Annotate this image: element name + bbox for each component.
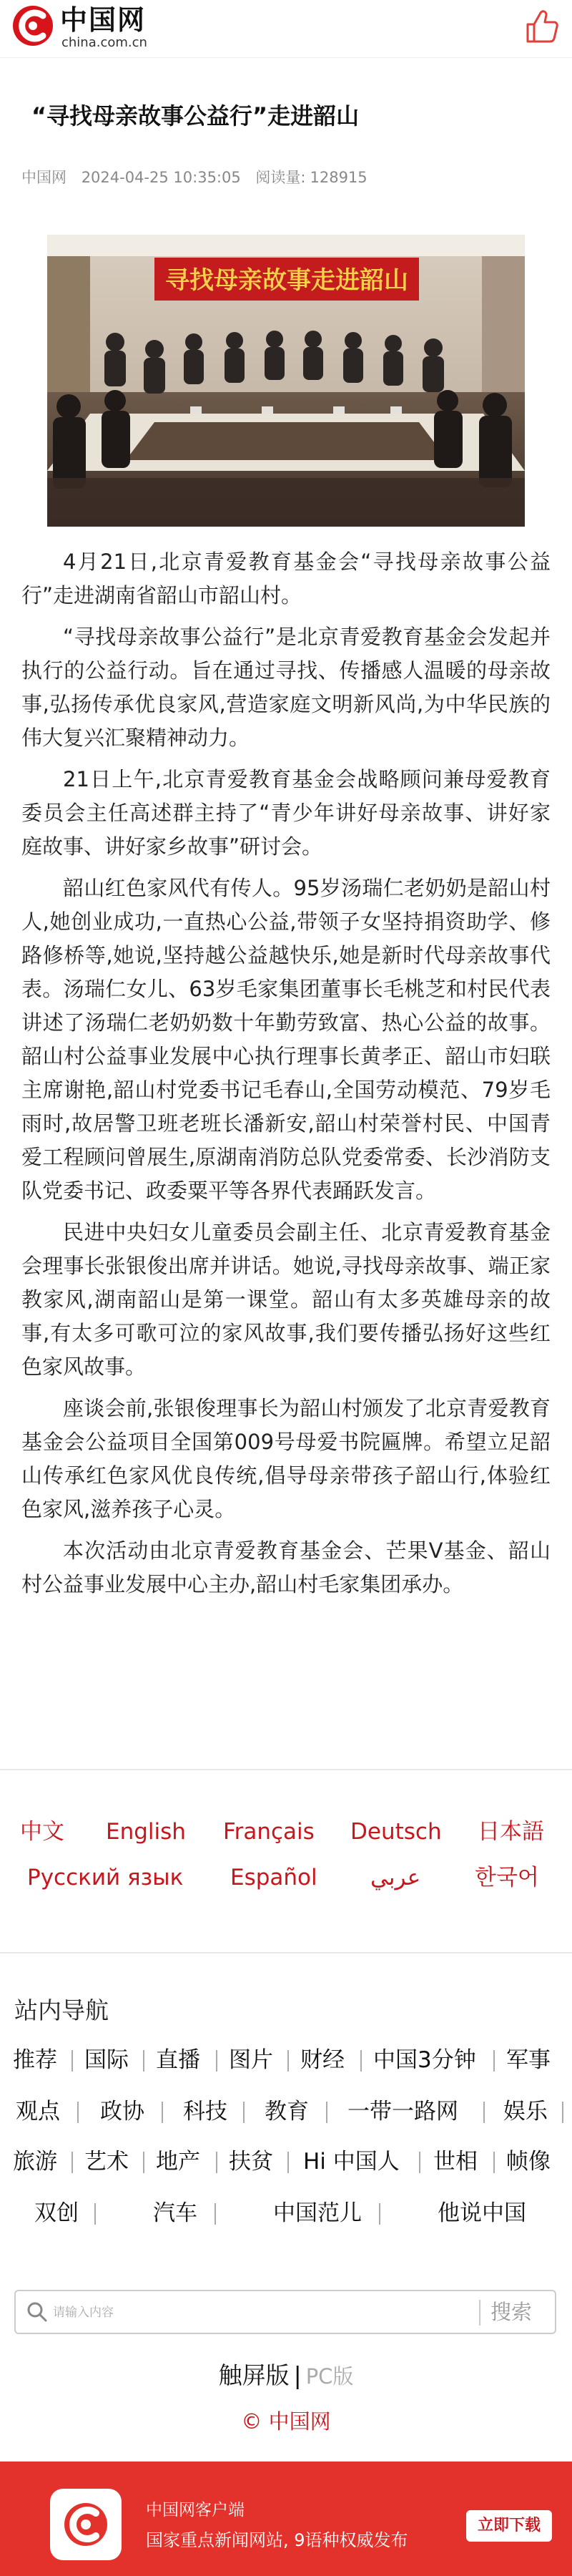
nav-link[interactable]: 财经 bbox=[300, 2047, 345, 2073]
article-paragraph: 韶山红色家风代有传人。95岁汤瑞仁老奶奶是韶山村人,她创业成功,一直热心公益,带领子女坚持捐资助学、修路修桥等,她说,坚持越公益越快乐,她是新时代母亲故事代表。汤瑞仁女儿、63岁毛家集团董事长毛桃芝和村民代表讲述了汤瑞仁老奶奶数十年勤劳致富、热心公益的故事。韶山村公益事业发展中心执行理事长黄孝正、韶山市妇联主席谢艳,韶山村党委书记毛春山,全国劳动模范、79岁毛雨时,故居警卫班老班长潘新安,韶山村荣誉村民、中国青爱工程顾问曾展生,原湖南消防总队党委常委、长沙消防支队党委书记、政委粟平等各界代表踊跃发言。 bbox=[21, 876, 551, 1203]
nav-separator bbox=[143, 2050, 144, 2072]
nav-link[interactable]: 艺术 bbox=[84, 2149, 129, 2175]
nav-link[interactable]: 地产 bbox=[156, 2149, 200, 2175]
nav-row bbox=[0, 2197, 572, 2231]
lang-link-russian[interactable]: Русский язык bbox=[27, 1865, 184, 1890]
article-paragraph: 座谈会前,张银俊理事长为韶山村颁发了北京青爱教育基金会公益项目全国第009号母爱书院匾牌。希望立足韶山传承红色家风优良传统,倡导母亲带孩子韶山行,体验红色家风,滋养孩子心灵。 bbox=[21, 1396, 551, 1521]
nav-separator bbox=[77, 2102, 79, 2123]
article-paragraph: 民进中央妇女儿童委员会副主任、北京青爱教育基金会理事长张银俊出席并讲话。她说,寻找母亲故事、端正家教家风,湖南韶山是第一课堂。韶山有太多英雄母亲的故事,有太多可歌可泣的家风故事,我们要传播弘扬好这些红色家风故事。 bbox=[21, 1220, 551, 1379]
lang-link-spanish[interactable]: Español bbox=[230, 1865, 317, 1890]
article-datetime: 2024-04-25 10:35:05 bbox=[81, 169, 241, 186]
lang-link-french[interactable]: Français bbox=[223, 1819, 315, 1845]
nav-link[interactable]: 直播 bbox=[156, 2047, 200, 2073]
nav-link[interactable]: 娱乐 bbox=[503, 2099, 548, 2124]
logo-text-cn: 中国网 bbox=[60, 4, 147, 36]
site-nav-title: 站内导航 bbox=[14, 1996, 109, 2024]
nav-separator bbox=[216, 2050, 217, 2072]
touch-version-link[interactable]: 触屏版 bbox=[218, 2361, 290, 2389]
nav-link[interactable]: 扶贫 bbox=[229, 2149, 273, 2175]
search-bar bbox=[14, 2290, 556, 2334]
nav-row bbox=[0, 2145, 572, 2180]
nav-separator bbox=[360, 2050, 362, 2072]
nav-link[interactable]: 旅游 bbox=[13, 2149, 57, 2175]
app-name: 中国网客户端 bbox=[146, 2501, 245, 2519]
nav-separator bbox=[214, 2203, 216, 2225]
header-divider bbox=[0, 57, 572, 58]
nav-link[interactable]: 科技 bbox=[183, 2099, 227, 2124]
read-label: 阅读量: bbox=[255, 169, 306, 186]
search-divider bbox=[479, 2300, 480, 2326]
nav-separator bbox=[419, 2152, 420, 2173]
nav-link[interactable]: 推荐 bbox=[13, 2047, 57, 2073]
lang-link-arabic[interactable]: عربي bbox=[370, 1865, 421, 1890]
china-net-logo-icon bbox=[11, 4, 54, 47]
nav-separator bbox=[94, 2203, 96, 2225]
nav-separator bbox=[72, 2050, 73, 2072]
section-divider bbox=[0, 1769, 572, 1770]
article-title: “寻找母亲故事公益行”走进韶山 bbox=[31, 102, 360, 130]
nav-row bbox=[0, 2095, 572, 2129]
read-value: 128915 bbox=[310, 169, 368, 186]
lang-link-english[interactable]: English bbox=[106, 1819, 186, 1845]
nav-link[interactable]: 帧像 bbox=[506, 2149, 551, 2175]
lang-link-chinese[interactable]: 中文 bbox=[20, 1819, 64, 1845]
app-description: 国家重点新闻网站, 9语种权威发布 bbox=[146, 2530, 408, 2550]
nav-separator bbox=[143, 2152, 144, 2173]
nav-link[interactable]: 中国3分钟 bbox=[373, 2047, 476, 2073]
nav-link[interactable]: 教育 bbox=[265, 2099, 309, 2124]
china-net-app-icon bbox=[50, 2489, 122, 2560]
meeting-photo-illustration bbox=[47, 235, 525, 527]
nav-separator bbox=[162, 2102, 163, 2123]
nav-link[interactable]: 政协 bbox=[100, 2099, 144, 2124]
thumbs-up-icon[interactable] bbox=[522, 6, 562, 46]
article-paragraph: “寻找母亲故事公益行”是北京青爱教育基金会发起并执行的公益行动。旨在通过寻找、传播感人温暖的母亲故事,弘扬传承优良家风,营造家庭文明新风尚,为中华民族的伟大复兴汇聚精神动力。 bbox=[21, 625, 551, 750]
pc-version-link[interactable]: PC版 bbox=[305, 2364, 354, 2389]
nav-link[interactable]: 一带一路网 bbox=[347, 2099, 458, 2124]
nav-separator bbox=[493, 2050, 495, 2072]
nav-row bbox=[0, 2044, 572, 2078]
article-body bbox=[21, 545, 551, 1609]
lang-link-japanese[interactable]: 日本語 bbox=[478, 1819, 544, 1845]
nav-separator bbox=[562, 2102, 563, 2123]
article-photo bbox=[47, 235, 525, 527]
site-logo[interactable] bbox=[11, 4, 176, 52]
article-paragraph: 4月21日,北京青爱教育基金会“寻找母亲故事公益行”走进湖南省韶山市韶山村。 bbox=[21, 550, 551, 608]
nav-separator bbox=[493, 2152, 495, 2173]
nav-separator bbox=[483, 2102, 485, 2123]
logo-text-en: china.com.cn bbox=[61, 35, 147, 50]
nav-separator bbox=[287, 2050, 289, 2072]
nav-separator bbox=[243, 2102, 245, 2123]
footer-separator: | bbox=[293, 2361, 302, 2389]
nav-link[interactable]: 国际 bbox=[84, 2047, 129, 2073]
nav-separator bbox=[287, 2152, 289, 2173]
download-button[interactable]: 立即下载 bbox=[466, 2510, 552, 2542]
nav-link[interactable]: 观点 bbox=[16, 2099, 60, 2124]
site-header bbox=[0, 0, 572, 56]
article-source: 中国网 bbox=[21, 169, 66, 186]
photo-banner-text: 寻找母亲故事走进韶山 bbox=[165, 266, 408, 295]
lang-link-korean[interactable]: 한국어 bbox=[475, 1865, 539, 1890]
article-paragraph: 21日上午,北京青爱教育基金会战略顾问兼母爱教育委员会主任高述群主持了“青少年讲好母亲故事、讲好家庭故事、讲好家乡故事”研讨会。 bbox=[21, 767, 551, 859]
nav-separator bbox=[72, 2152, 73, 2173]
read-count bbox=[255, 169, 377, 186]
article-meta bbox=[21, 167, 388, 187]
nav-separator bbox=[216, 2152, 217, 2173]
search-input[interactable] bbox=[53, 2300, 453, 2326]
lang-link-german[interactable]: Deutsch bbox=[350, 1819, 442, 1845]
footer-version-links bbox=[0, 2360, 572, 2396]
nav-link[interactable]: 图片 bbox=[229, 2047, 273, 2073]
nav-link[interactable]: 他说中国 bbox=[438, 2200, 526, 2226]
app-download-banner[interactable] bbox=[0, 2462, 572, 2576]
search-button[interactable]: 搜索 bbox=[490, 2298, 532, 2326]
nav-link[interactable]: 中国范儿 bbox=[273, 2200, 362, 2226]
nav-link[interactable]: 军事 bbox=[506, 2047, 551, 2073]
nav-link[interactable]: 双创 bbox=[34, 2200, 79, 2226]
nav-separator bbox=[379, 2203, 380, 2225]
nav-link[interactable]: Hi 中国人 bbox=[303, 2149, 400, 2175]
article-paragraph: 本次活动由北京青爱教育基金会、芒果V基金、韶山村公益事业发展中心主办,韶山村毛家集团承办。 bbox=[21, 1538, 551, 1596]
search-icon bbox=[26, 2301, 49, 2323]
copyright: © 中国网 bbox=[241, 2409, 331, 2434]
nav-link[interactable]: 汽车 bbox=[153, 2200, 197, 2226]
app-icon bbox=[50, 2489, 122, 2560]
section-divider bbox=[0, 1952, 572, 1953]
nav-link[interactable]: 世相 bbox=[433, 2149, 478, 2175]
nav-separator bbox=[326, 2102, 327, 2123]
